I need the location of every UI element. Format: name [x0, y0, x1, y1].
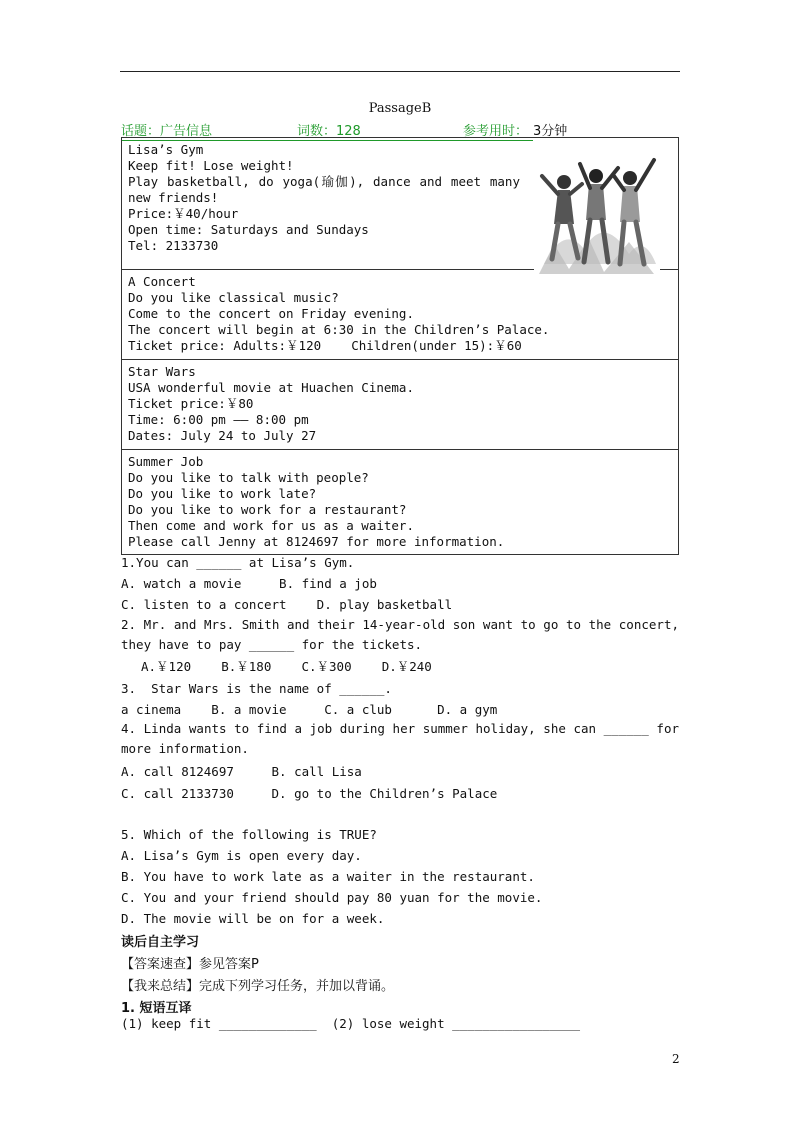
- question-4-options-cd: C. call 2133730 D. go to the Children’s Palace: [121, 786, 498, 801]
- question-3: 3. Star Wars is the name of ______.: [121, 681, 392, 696]
- gym-ad-line: Price:￥40/hour: [128, 206, 239, 221]
- gym-ad-line: Open time: Saturdays and Sundays: [128, 222, 369, 237]
- job-ad-line: Do you like to work late?: [128, 486, 317, 501]
- question-1-options-cd: C. listen to a concert D. play basketball: [121, 597, 453, 612]
- movie-ad-line: Dates: July 24 to July 27: [128, 428, 317, 443]
- question-3-options: a cinema B. a movie C. a club D. a gym: [121, 702, 498, 717]
- phrase-translation-line: (1) keep fit _____________ (2) lose weight _________________: [121, 1016, 581, 1031]
- question-4: 4. Linda wants to find a job during her summer holiday, she can ______ for more information.: [121, 721, 679, 756]
- job-ad-line: Then come and work for us as a waiter.: [128, 518, 414, 533]
- passage-title: PassageB: [368, 101, 432, 116]
- topic-label: 话题：广告信息: [121, 120, 297, 141]
- movie-ad: [122, 360, 678, 450]
- movie-ad-line: Ticket price:￥80: [128, 396, 254, 411]
- dancers-image: [534, 154, 660, 274]
- movie-ad-line: USA wonderful movie at Huachen Cinema.: [128, 380, 414, 395]
- movie-ad-line: Star Wars: [128, 364, 196, 379]
- time-label: 参考用时：: [463, 120, 533, 141]
- question-5-option-d: D. The movie will be on for a week.: [121, 911, 385, 926]
- question-1-options-ab: A. watch a movie B. find a job: [121, 576, 377, 591]
- gym-ad: [122, 138, 678, 270]
- concert-ad: [122, 270, 678, 360]
- after-reading-heading: 读后自主学习: [121, 935, 200, 950]
- movie-ad-line: Time: 6:00 pm —— 8:00 pm: [128, 412, 309, 427]
- summary-line: 【我来总结】完成下列学习任务，并加以背诵。: [121, 979, 395, 994]
- time-value: 3分钟: [533, 124, 568, 139]
- answer-check-line: 【答案速查】参见答案P: [121, 957, 259, 972]
- gym-ad-line: Tel: 2133730: [128, 238, 219, 253]
- concert-ad-line: Do you like classical music?: [128, 290, 339, 305]
- concert-ad-line: A Concert: [128, 274, 196, 289]
- question-5-option-c: C. You and your friend should pay 80 yuan for the movie.: [121, 890, 543, 905]
- job-ad-line: Summer Job: [128, 454, 204, 469]
- gym-ad-line: Keep fit! Lose weight!: [128, 158, 294, 173]
- gym-ad-line: Play basketball, do yoga(瑜伽), dance and meet many new friends!: [128, 174, 520, 205]
- top-rule: [120, 71, 680, 72]
- question-2-options: A.￥120 B.￥180 C.￥300 D.￥240: [141, 659, 432, 674]
- question-5-option-a: A. Lisa’s Gym is open every day.: [121, 848, 362, 863]
- concert-ad-line: Come to the concert on Friday evening.: [128, 306, 414, 321]
- job-ad-line: Please call Jenny at 8124697 for more information.: [128, 534, 505, 549]
- question-4-options-ab: A. call 8124697 B. call Lisa: [121, 764, 362, 779]
- page-number: 2: [672, 1052, 680, 1066]
- job-ad-line: Do you like to talk with people?: [128, 470, 369, 485]
- concert-ad-line: The concert will begin at 6:30 in the Children’s Palace.: [128, 322, 550, 337]
- gym-ad-line: Lisa’s Gym: [128, 142, 204, 157]
- question-2: 2. Mr. and Mrs. Smith and their 14-year-old son want to go to the concert, they have to pay ______ for the tickets.: [121, 617, 679, 652]
- question-1: 1.You can ______ at Lisa’s Gym.: [121, 555, 355, 570]
- concert-ad-line: Ticket price: Adults:￥120 Children(under 15):￥60: [128, 338, 522, 353]
- ads-table: [121, 137, 679, 555]
- question-5: 5. Which of the following is TRUE?: [121, 827, 377, 842]
- word-count-label: 词数：128: [297, 120, 463, 141]
- job-ad: [122, 450, 678, 554]
- question-5-option-b: B. You have to work late as a waiter in the restaurant.: [121, 869, 535, 884]
- section-1-heading: 1. 短语互译: [121, 1001, 192, 1016]
- job-ad-line: Do you like to work for a restaurant?: [128, 502, 407, 517]
